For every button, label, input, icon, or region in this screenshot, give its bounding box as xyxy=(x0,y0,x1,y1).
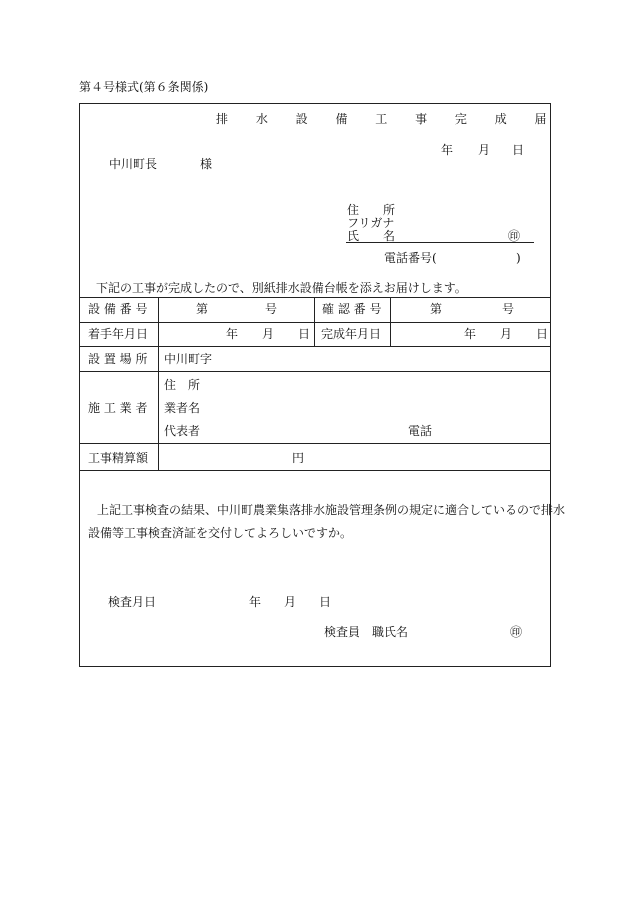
table-mid-divider-2 xyxy=(390,297,391,346)
completion-date-label: 完成年月日 xyxy=(321,327,382,341)
equipment-number-dai: 第 xyxy=(196,302,209,316)
inspection-date-year: 年 xyxy=(249,595,262,609)
start-date-month: 月 xyxy=(262,327,275,341)
applicant-name-label: 氏 名 xyxy=(347,229,396,243)
statement-text: 下記の工事が完成したので、別紙排水設備台帳を添えお届けします。 xyxy=(96,281,467,295)
applicant-phone-label: 電話番号( xyxy=(384,251,437,265)
installation-place-value: 中川町字 xyxy=(164,352,213,366)
completion-date-month: 月 xyxy=(500,327,513,341)
applicant-phone-close: ) xyxy=(516,251,521,265)
date-month-label: 月 xyxy=(478,143,491,157)
start-date-label: 着手年月日 xyxy=(88,327,149,341)
start-date-day: 日 xyxy=(298,327,311,341)
equipment-number-go: 号 xyxy=(265,302,278,316)
applicant-seal: ㊞ xyxy=(508,229,521,243)
addressee-name: 中川町長 xyxy=(109,157,158,171)
installation-place-label: 設 置 場 所 xyxy=(88,352,148,366)
addressee-honorific: 様 xyxy=(200,157,213,171)
confirmation-number-dai: 第 xyxy=(430,302,443,316)
table-bottom-line xyxy=(80,470,550,471)
applicant-furigana-label: フリガナ xyxy=(347,216,395,230)
confirmation-number-go: 号 xyxy=(502,302,515,316)
table-line-2 xyxy=(80,346,550,347)
applicant-address-label: 住 所 xyxy=(347,203,396,217)
contractor-address-label: 住 所 xyxy=(164,378,201,392)
construction-cost-label: 工事精算額 xyxy=(88,451,149,465)
confirmation-number-label: 確 認 番 号 xyxy=(322,302,382,316)
inspection-text-line2: 設備等工事検査済証を交付してよろしいですか。 xyxy=(88,526,353,540)
inspector-seal: ㊞ xyxy=(510,625,523,639)
completion-date-day: 日 xyxy=(536,327,549,341)
table-mid-divider-1 xyxy=(314,297,315,346)
table-label-divider xyxy=(158,297,159,470)
table-line-3 xyxy=(80,371,550,372)
construction-cost-unit: 円 xyxy=(292,451,305,465)
table-line-1 xyxy=(80,322,550,323)
date-year-label: 年 xyxy=(441,143,454,157)
table-top-line xyxy=(80,297,550,298)
contractor-label: 施 工 業 者 xyxy=(88,401,148,415)
contractor-representative-label: 代表者 xyxy=(164,424,201,438)
start-date-year: 年 xyxy=(226,327,239,341)
form-title: 排 水 設 備 工 事 完 成 届 xyxy=(216,112,559,126)
completion-date-year: 年 xyxy=(464,327,477,341)
form-number: 第４号様式(第６条関係) xyxy=(79,80,209,94)
inspector-label: 検査員 職氏名 xyxy=(324,625,409,639)
inspection-text-line1: 上記工事検査の結果、中川町農業集落排水施設管理条例の規定に適合しているので排水 xyxy=(97,503,566,517)
table-line-4 xyxy=(80,443,550,444)
applicant-name-underline xyxy=(346,242,534,243)
contractor-company-label: 業者名 xyxy=(164,401,201,415)
inspection-date-label: 検査月日 xyxy=(108,595,157,609)
completion-report-form xyxy=(79,103,551,667)
inspection-date-month: 月 xyxy=(284,595,297,609)
equipment-number-label: 設 備 番 号 xyxy=(88,302,148,316)
date-day-label: 日 xyxy=(512,143,525,157)
inspection-date-day: 日 xyxy=(319,595,332,609)
contractor-phone-label: 電話 xyxy=(408,424,433,438)
